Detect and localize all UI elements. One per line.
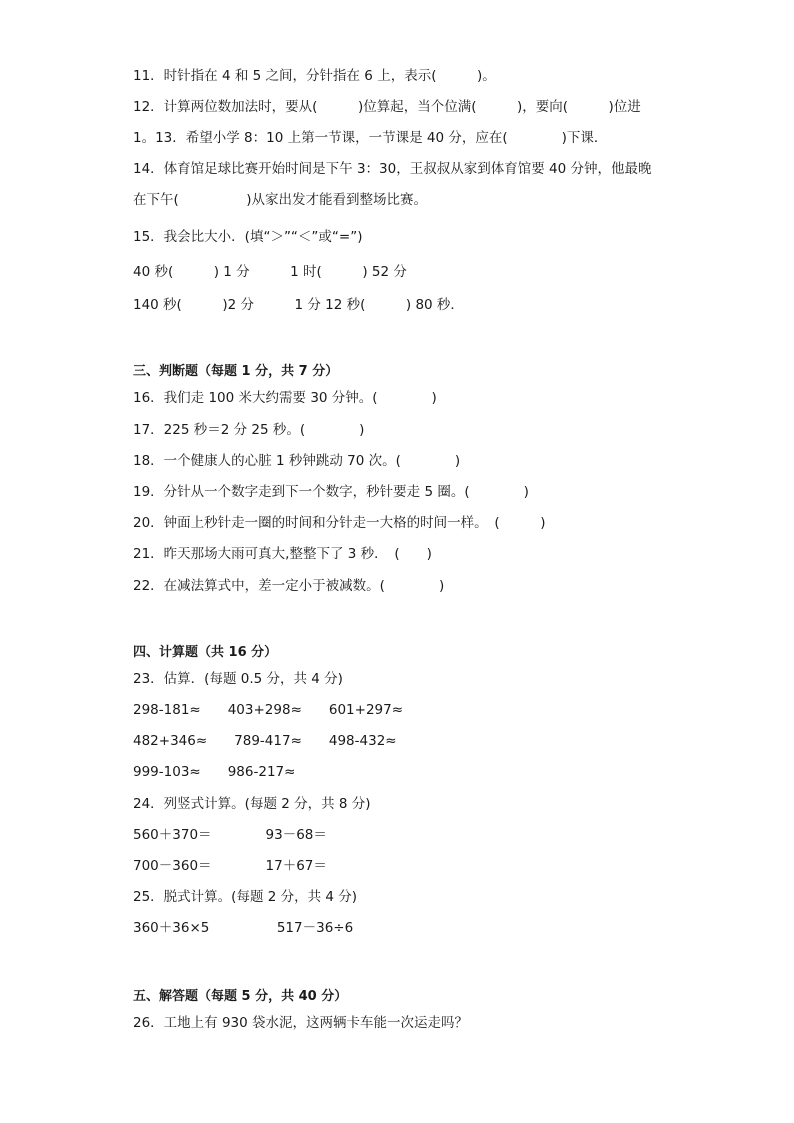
- question-13: 1。13．希望小学 8：10 上第一节课，一节课是 40 分，应在( )下课．: [133, 130, 608, 146]
- question-23-row-3: 999-103≈ 986-217≈: [133, 764, 296, 780]
- question-15-row-2: 140 秒( )2 分 1 分 12 秒( ) 80 秒．: [133, 297, 464, 313]
- question-22: 22．在减法算式中，差一定小于被减数。( ): [133, 578, 445, 594]
- section-5-heading: 五、解答题（每题 5 分，共 40 分）: [133, 989, 348, 1004]
- question-16: 16．我们走 100 米大约需要 30 分钟。( ): [133, 390, 437, 406]
- question-24: 24．列竖式计算。(每题 2 分，共 8 分): [133, 796, 371, 812]
- question-14: 14．体育馆足球比赛开始时间是下午 3：30，王叔叔从家到体育馆要 40 分钟，他最晚: [133, 161, 652, 177]
- question-26: 26．工地上有 930 袋水泥，这两辆卡车能一次运走吗？: [133, 1015, 469, 1031]
- question-23-row-2: 482+346≈ 789-417≈ 498-432≈: [133, 733, 397, 749]
- question-21: 21．昨天那场大雨可真大,整整下了 3 秒． ( ): [133, 546, 432, 562]
- question-19: 19．分针从一个数字走到下一个数字，秒针要走 5 圈。( ): [133, 484, 529, 500]
- question-24-row-1: 560＋370＝ 93－68＝: [133, 827, 327, 843]
- section-4-heading: 四、计算题（共 16 分）: [133, 645, 278, 660]
- question-15: 15．我会比大小．(填“＞”“＜”或“=”): [133, 229, 363, 245]
- question-18: 18．一个健康人的心脏 1 秒钟跳动 70 次。( ): [133, 453, 461, 469]
- question-25-row-1: 360＋36×5 517－36÷6: [133, 920, 354, 936]
- question-25: 25．脱式计算。(每题 2 分，共 4 分): [133, 889, 358, 905]
- question-23: 23．估算．(每题 0.5 分，共 4 分): [133, 671, 343, 687]
- question-12: 12．计算两位数加法时，要从( )位算起，当个位满( )，要向( )位进: [133, 99, 641, 115]
- question-24-row-2: 700－360＝ 17＋67＝: [133, 858, 327, 874]
- question-20: 20．钟面上秒针走一圈的时间和分针走一大格的时间一样。 ( ): [133, 515, 546, 531]
- question-17: 17．225 秒＝2 分 25 秒。( ): [133, 422, 365, 438]
- question-15-row-1: 40 秒( ) 1 分 1 时( ) 52 分: [133, 264, 407, 280]
- question-14-continued: 在下午( )从家出发才能看到整场比赛。: [133, 192, 428, 208]
- question-11: 11．时针指在 4 和 5 之间，分针指在 6 上，表示( )。: [133, 68, 496, 84]
- question-23-row-1: 298-181≈ 403+298≈ 601+297≈: [133, 702, 404, 718]
- section-3-heading: 三、判断题（每题 1 分，共 7 分）: [133, 364, 339, 379]
